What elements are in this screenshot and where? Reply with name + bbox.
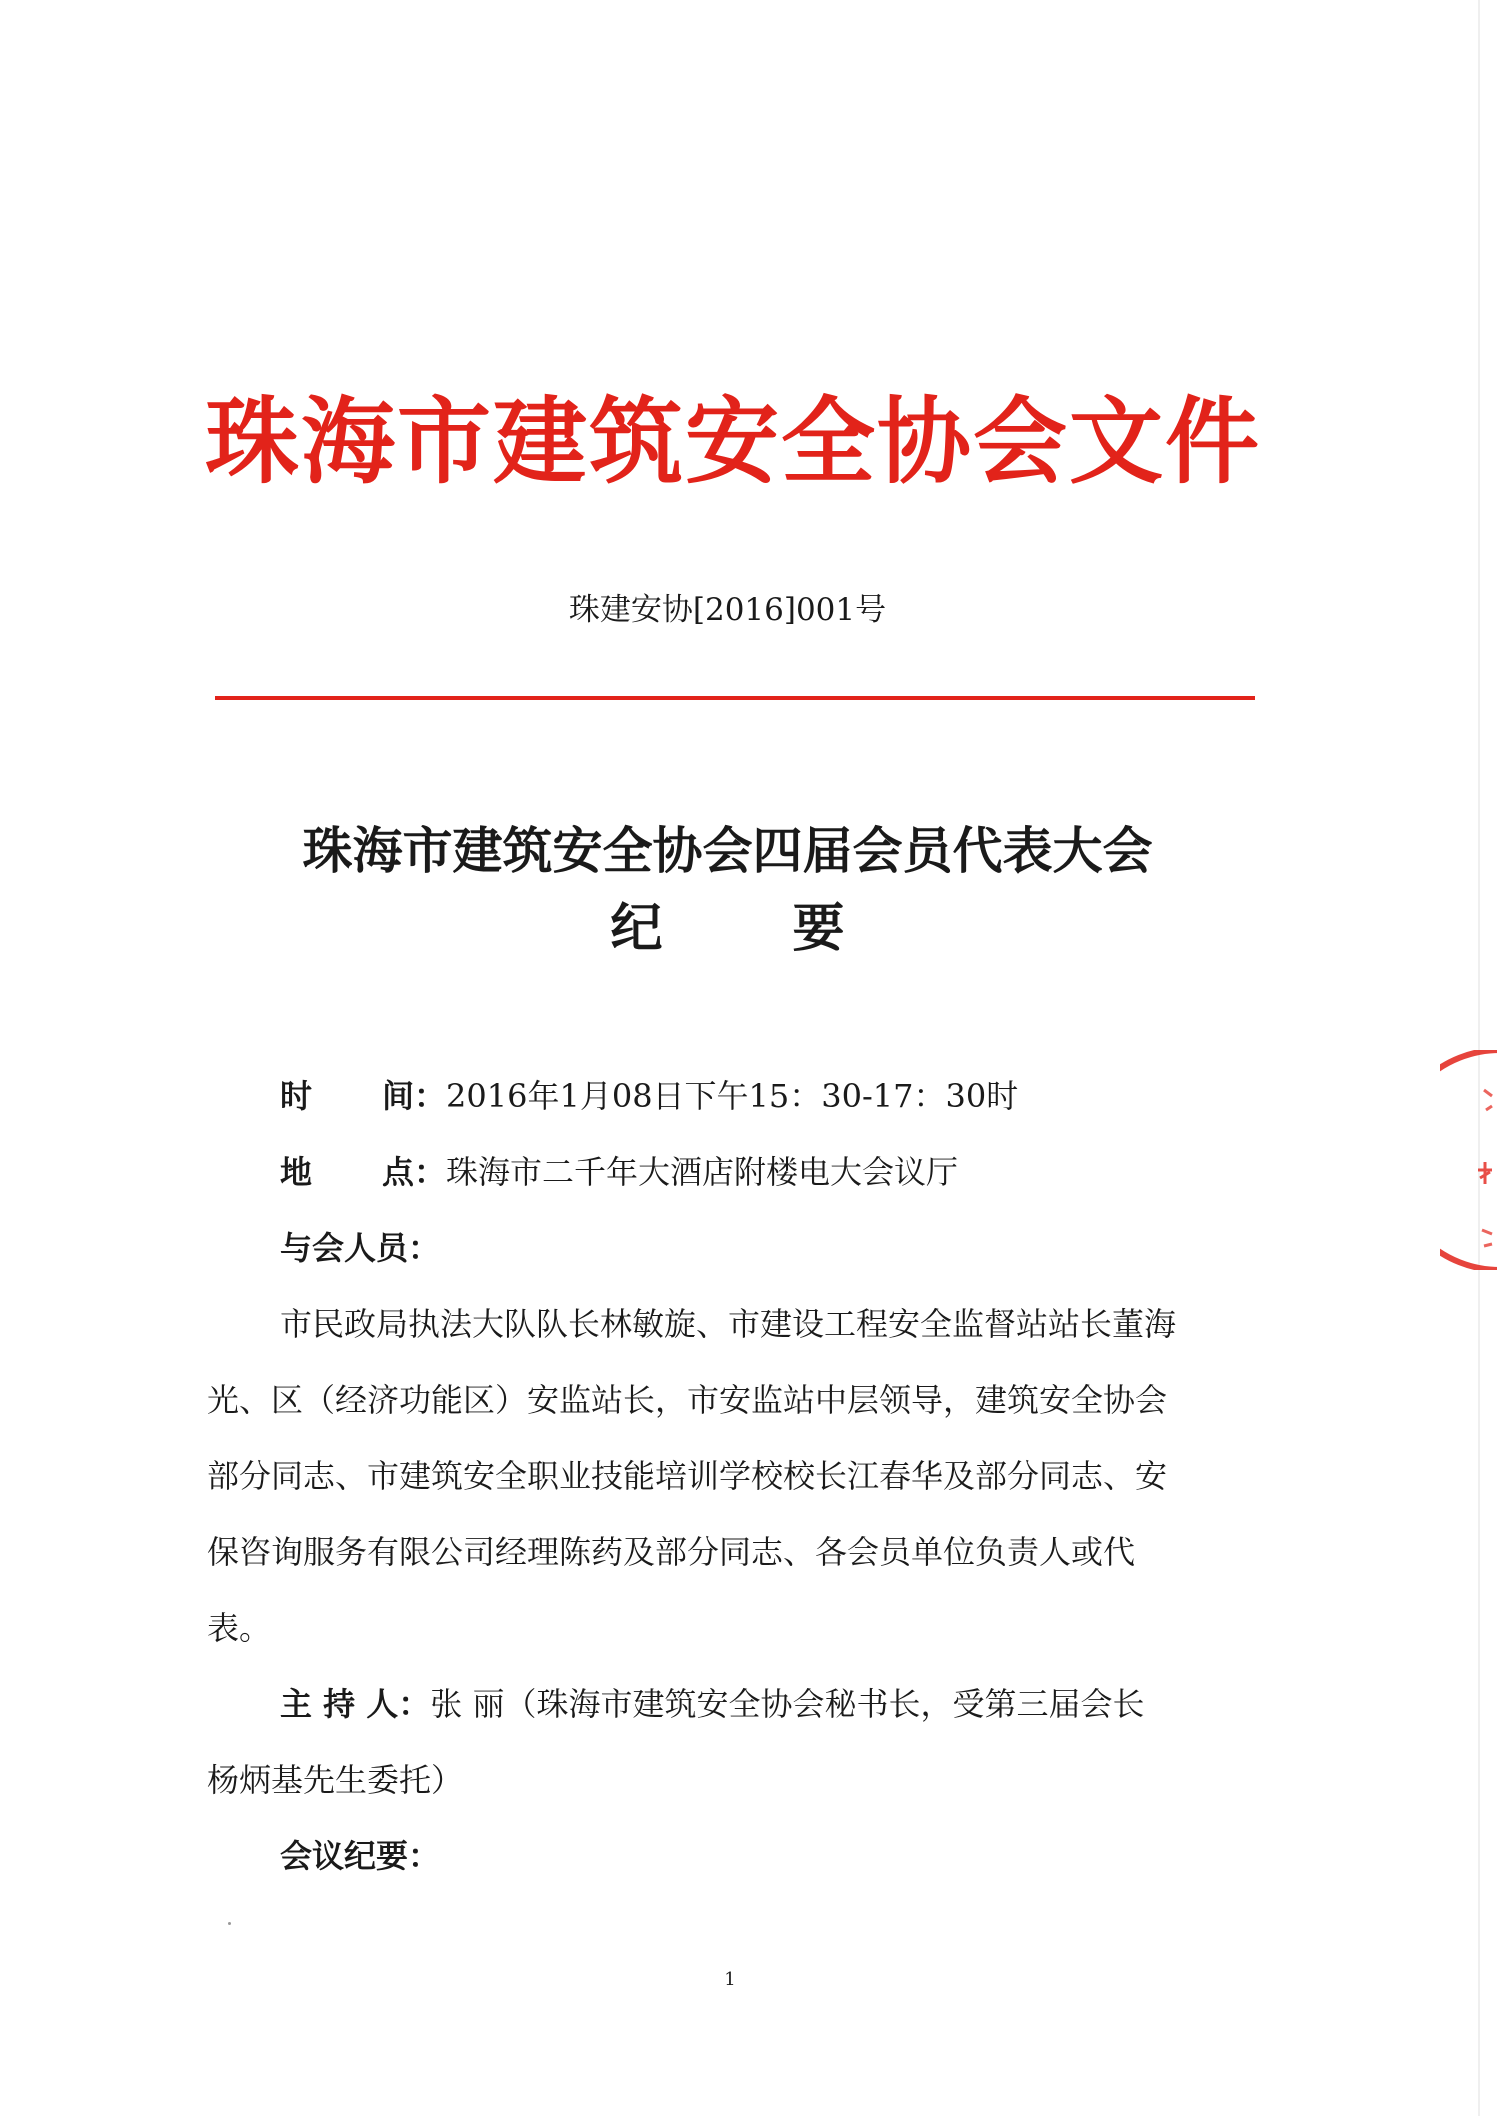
meeting-time-row [280,1076,1018,1116]
meeting-time-value: 2016年1月08日下午15：30-17：30时 [446,1077,1019,1115]
host-row [280,1684,1144,1724]
page-number: 1 [724,1969,736,1990]
attendees-line-2: 光、区（经济功能区）安监站长，市安监站中层领导，建筑安全协会 [207,1381,1168,1419]
meeting-subtitle [205,893,1250,965]
attendees-line-4: 保咨询服务有限公司经理陈药及部分同志、各会员单位负责人或代 [207,1533,1136,1571]
subtitle-char-1: 纪 [610,899,663,959]
red-divider [215,696,1255,700]
meeting-place-row [280,1152,958,1192]
meeting-place-value: 珠海市二千年大酒店附楼电大会议厅 [446,1153,959,1191]
scan-speck [228,1922,231,1925]
summary-label: 会议纪要： [280,1837,441,1875]
place-label-char-2: 点： [382,1153,447,1191]
seal-stamp-partial [1440,1050,1497,1270]
meeting-title: 珠海市建筑安全协会四届会员代表大会 [302,822,1153,880]
subtitle-char-2: 要 [792,899,845,959]
attendees-label: 与会人员： [280,1229,441,1267]
host-label: 主 持 人： [280,1685,431,1723]
time-label-char-1: 时 [280,1077,313,1115]
place-label-char-1: 地 [280,1153,313,1191]
host-value-line-2: 杨炳基先生委托） [207,1761,464,1799]
host-value-line-1: 张 丽（珠海市建筑安全协会秘书长，受第三届会长 [430,1685,1145,1723]
issuer-title: 珠海市建筑安全协会文件 [205,387,1262,497]
attendees-line-5: 表。 [207,1609,272,1647]
time-label-char-2: 间： [382,1077,447,1115]
attendees-line-1: 市民政局执法大队队长林敏旋、市建设工程安全监督站站长董海 [280,1305,1177,1343]
document-number: 珠建安协[2016]001号 [568,592,887,628]
attendees-line-3: 部分同志、市建筑安全职业技能培训学校校长江春华及部分同志、安 [207,1457,1168,1495]
